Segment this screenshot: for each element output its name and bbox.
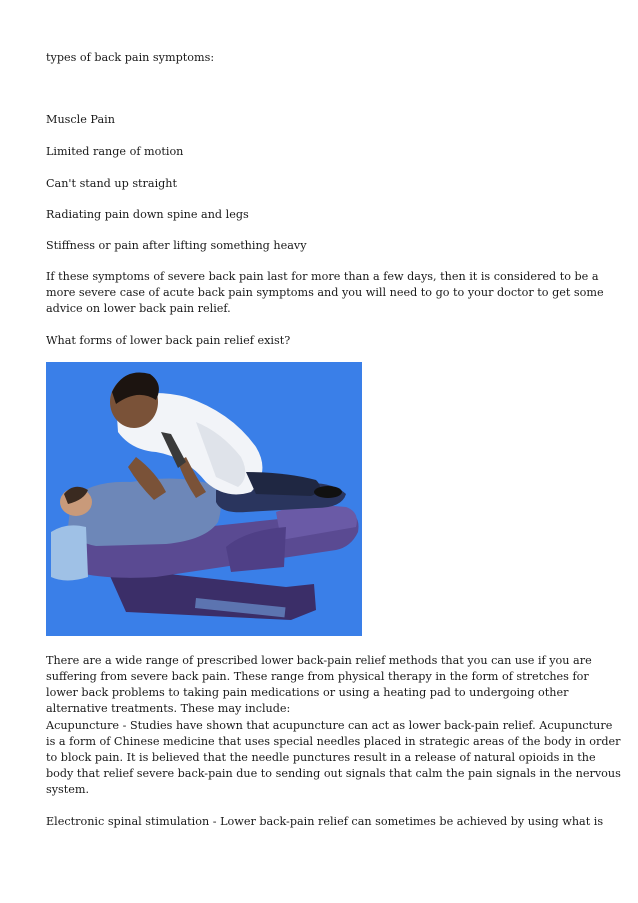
symptom-item: Limited range of motion bbox=[46, 145, 184, 158]
paragraph-line: Electronic spinal stimulation - Lower back-pain relief can sometimes be achieved by using what is bbox=[46, 815, 604, 828]
paragraph-line: lower back problems to taking pain medications or using a heating pad to undergoing other bbox=[46, 686, 569, 699]
symptom-item: Stiffness or pain after lifting something heavy bbox=[46, 239, 307, 252]
paragraph-line: Acupuncture - Studies have shown that acupuncture can act as lower back-pain relief. Acupuncture bbox=[46, 719, 613, 732]
paragraph-line: system. bbox=[46, 783, 90, 796]
chiropractic-photo bbox=[46, 362, 362, 636]
paragraph-line: to block pain. It is believed that the needle punctures result in a release of natural opioids in the bbox=[46, 751, 596, 764]
paragraph-symptoms-duration bbox=[46, 269, 606, 317]
paragraph-line: body that relief severe back-pain due to sending out signals that calm the pain signals in the nervous bbox=[46, 767, 621, 780]
symptom-item: Radiating pain down spine and legs bbox=[46, 208, 249, 221]
section-question: What forms of lower back pain relief exist? bbox=[46, 334, 291, 347]
paragraph-relief-methods bbox=[46, 653, 606, 717]
chiropractic-illustration bbox=[46, 362, 362, 636]
paragraph-line: If these symptoms of severe back pain last for more than a few days, then it is considered to be a bbox=[46, 270, 599, 283]
paragraph-line: There are a wide range of prescribed lower back-pain relief methods that you can use if you are bbox=[46, 654, 592, 667]
paragraph-line: advice on lower back pain relief. bbox=[46, 302, 231, 315]
paragraph-acupuncture bbox=[46, 718, 621, 798]
symptom-item: Muscle Pain bbox=[46, 113, 115, 126]
paragraph-line: is a form of Chinese medicine that uses special needles placed in strategic areas of the body in order bbox=[46, 735, 621, 748]
symptom-item: Can't stand up straight bbox=[46, 177, 178, 190]
intro-heading: types of back pain symptoms: bbox=[46, 51, 215, 64]
paragraph-line: suffering from severe back pain. These range from physical therapy in the form of stretches for bbox=[46, 670, 589, 683]
paragraph-line: more severe case of acute back pain symptoms and you will need to go to your doctor to get some bbox=[46, 286, 604, 299]
paragraph-spinal-stimulation bbox=[46, 814, 606, 830]
paragraph-line: alternative treatments. These may include: bbox=[46, 702, 291, 715]
